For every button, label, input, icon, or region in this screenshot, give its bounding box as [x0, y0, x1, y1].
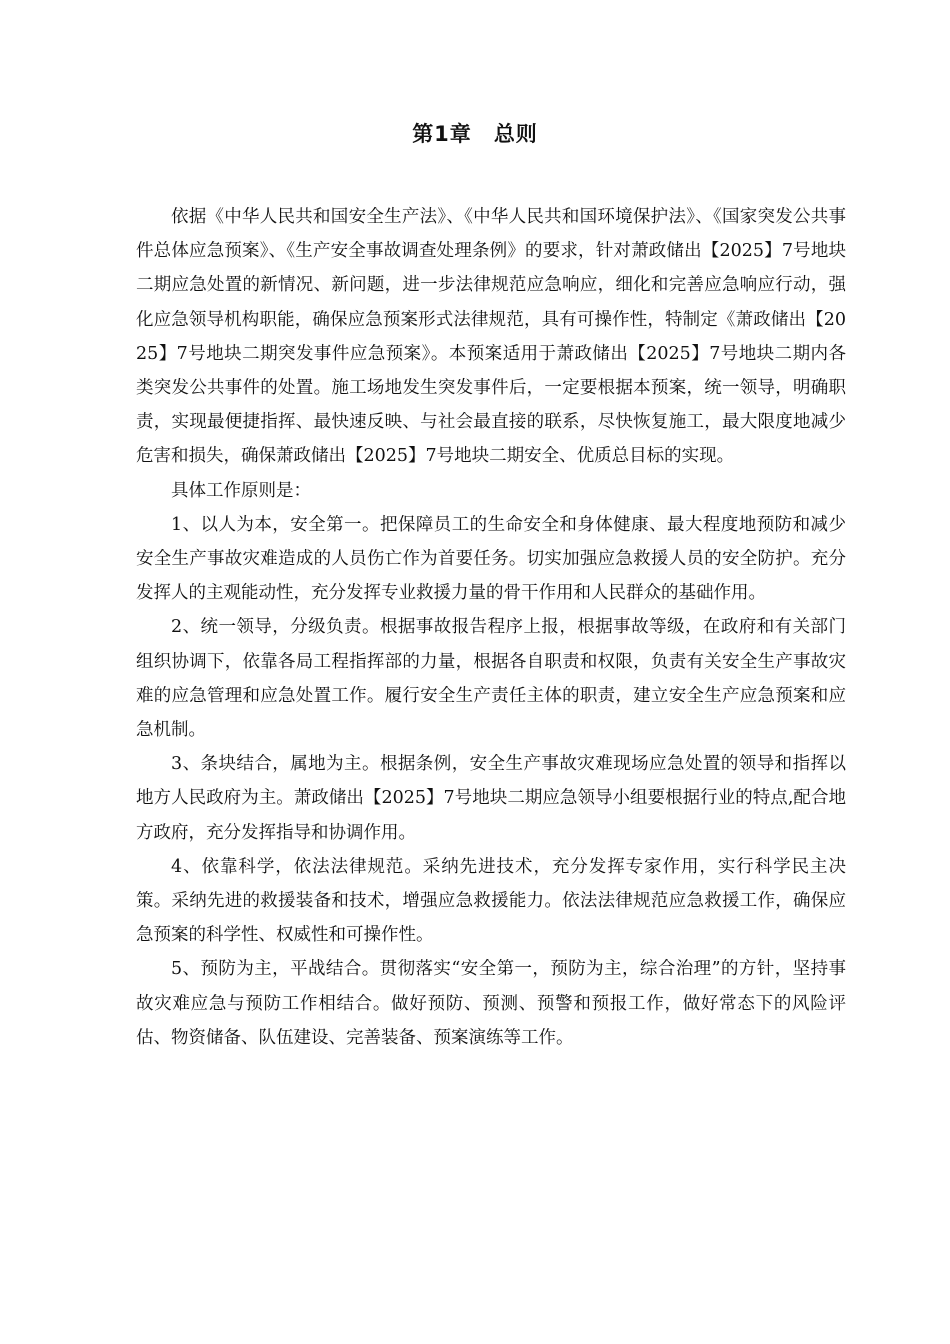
chapter-title [0, 118, 950, 148]
chapter-number: 第1章 [412, 122, 472, 146]
paragraph-principle-4: 4、依靠科学，依法法律规范。采纳先进技术，充分发挥专家作用，实行科学民主决策。采纳先进的救援装备和技术，增强应急救援能力。依法法律规范应急救援工作，确保应急预案的科学性、权威性和可操作性。 [136, 856, 846, 946]
paragraph-principle-2: 2、统一领导，分级负责。根据事故报告程序上报，根据事故等级，在政府和有关部门组织协调下，依靠各局工程指挥部的力量，根据各自职责和权限，负责有关安全生产事故灾难的应急管理和应急处置工作。履行安全生产责任主体的职责，建立安全生产应急预案和应急机制。 [136, 617, 846, 741]
paragraph-intro: 依据《中华人民共和国安全生产法》、《中华人民共和国环境保护法》、《国家突发公共事件总体应急预案》、《生产安全事故调查处理条例》的要求，针对萧政储出【2025】7号地块二期应急处置的新情况、新问题，进一步法律规范应急响应，细化和完善应急响应行动，强化应急领导机构职能，确保应急预案形式法律规范，具有可操作性，特制定《萧政储出【2025】7号地块二期突发事件应急预案》。本预案适用于萧政储出【2025】7号地块二期内各类突发公共事件的处置。施工场地发生突发事件后，一定要根据本预案，统一领导，明确职责，实现最便捷指挥、最快速反映、与社会最直接的联系，尽快恢复施工，最大限度地减少危害和损失，确保萧政储出【2025】7号地块二期安全、优质总目标的实现。 [136, 207, 846, 467]
paragraph-principle-5: 5、预防为主，平战结合。贯彻落实“安全第一，预防为主，综合治理”的方针，坚持事故灾难应急与预防工作相结合。做好预防、预测、预警和预报工作，做好常态下的风险评估、物资储备、队伍建设、完善装备、预案演练等工作。 [136, 959, 846, 1048]
paragraph-principle-3: 3、条块结合，属地为主。根据条例，安全生产事故灾难现场应急处置的领导和指挥以地方人民政府为主。萧政储出【2025】7号地块二期应急领导小组要根据行业的特点,配合地方政府，充分发挥指导和协调作用。 [136, 754, 846, 843]
chapter-name: 总则 [493, 122, 538, 146]
paragraph-principles-heading: 具体工作原则是： [171, 480, 311, 501]
document-body [136, 200, 846, 1055]
paragraph-principle-1: 1、以人为本，安全第一。把保障员工的生命安全和身体健康、最大程度地预防和减少安全生产事故灾难造成的人员伤亡作为首要任务。切实加强应急救援人员的安全防护。充分发挥人的主观能动性，充分发挥专业救援力量的骨干作用和人民群众的基础作用。 [136, 514, 846, 604]
